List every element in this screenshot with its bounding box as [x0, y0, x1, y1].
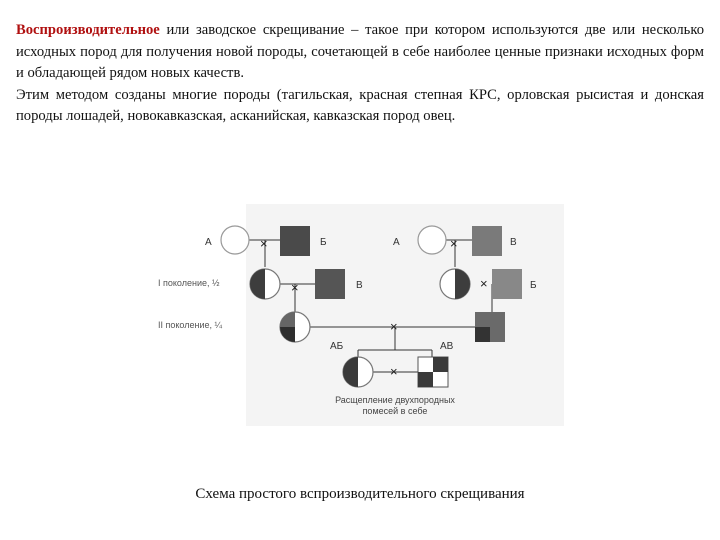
breed-v-male-icon — [472, 226, 502, 256]
breed-b-male-icon-2 — [492, 269, 522, 299]
label-b1: Б — [320, 237, 327, 248]
cross-mark-2: × — [450, 236, 458, 251]
breed-v-male-icon-2 — [315, 269, 345, 299]
cross-mark-3: × — [291, 280, 299, 295]
intro-rest: или заводское скрещивание – такое при котором используются две или несколько исходных пород для получения новой породы, сочетающей в себе наиболее ценные признаки исходных форм и обладающей рядом новых качеств. — [16, 22, 704, 81]
hybrid-av-quarter-b — [433, 357, 448, 372]
description-text — [16, 20, 704, 128]
label-v1: В — [510, 237, 517, 248]
figure-caption: Схема простого вспроизводительного скрещивания — [195, 486, 525, 502]
breed-a-female-icon — [221, 226, 249, 254]
label-v2: В — [356, 280, 363, 291]
label-ab: АБ — [330, 341, 344, 352]
gen1-label: I поколение, ½ — [158, 278, 220, 288]
gen2-label: II поколение, ¼ — [158, 320, 222, 330]
cross-mark: × — [260, 236, 268, 251]
split-caption-1: Расщепление двухпородных — [335, 395, 455, 405]
term-highlight: Воспроизводительное — [16, 22, 160, 38]
label-a1: А — [205, 237, 212, 248]
breed-a-female-icon-2 — [418, 226, 446, 254]
crossbreeding-scheme — [150, 200, 570, 430]
hybrid-av-quarter-a — [418, 372, 433, 387]
label-av: АВ — [440, 341, 454, 352]
cross-mark-6: × — [390, 364, 398, 379]
breed-b-male-icon — [280, 226, 310, 256]
label-a2: А — [393, 237, 400, 248]
split-caption-2: помесей в себе — [362, 406, 428, 416]
f2-male-quarter — [475, 327, 490, 342]
cross-mark-5: × — [390, 319, 398, 334]
cross-mark-4: × — [480, 276, 488, 291]
intro-paragraph — [16, 20, 704, 85]
label-b2: Б — [530, 280, 537, 291]
examples-paragraph: Этим методом созданы многие породы (тагильская, красная степная КРС, орловская рысистая и донская породы лошадей, новокавказская, асканийская, кавказская пород овец. — [16, 86, 704, 124]
